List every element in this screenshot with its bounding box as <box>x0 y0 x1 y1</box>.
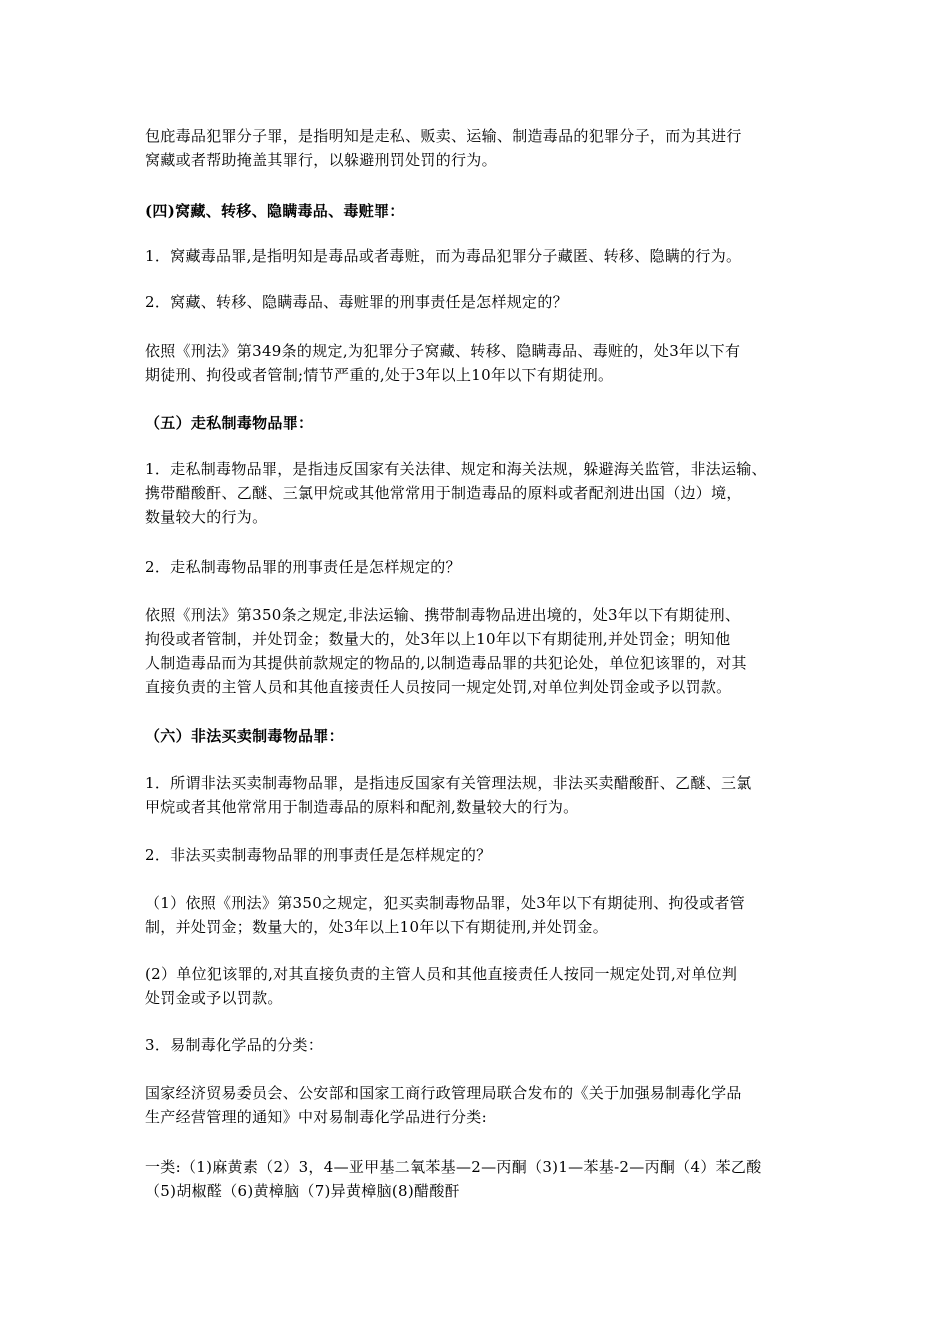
text-line: 1．所谓非法买卖制毒物品罪，是指违反国家有关管理法规，非法买卖醋酸酐、乙醚、三氯 <box>145 774 752 792</box>
text-line: 制，并处罚金；数量大的，处3年以上10年以下有期徒刑,并处罚金。 <box>145 918 609 936</box>
text-line: 生产经营管理的通知》中对易制毒化学品进行分类: <box>145 1108 487 1126</box>
paragraph-6-law-1 <box>145 891 825 939</box>
paragraph-6-1 <box>145 771 825 819</box>
text-line: 2．非法买卖制毒物品罪的刑事责任是怎样规定的？ <box>145 846 492 864</box>
text-line: (2）单位犯该罪的,对其直接负责的主管人员和其他直接责任人按同一规定处罚,对单位判 <box>145 965 738 983</box>
section-heading-5 <box>145 411 825 435</box>
text-line: 窝藏或者帮助掩盖其罪行，以躲避刑罚处罚的行为。 <box>145 151 497 169</box>
paragraph-5-2 <box>145 555 825 579</box>
text-line: 2．走私制毒物品罪的刑事责任是怎样规定的？ <box>145 558 461 576</box>
text-line: 3．易制毒化学品的分类： <box>145 1036 324 1054</box>
text-line: 期徒刑、拘役或者管制;情节严重的,处于3年以上10年以下有期徒刑。 <box>145 366 614 384</box>
paragraph-5-1 <box>145 457 825 529</box>
heading-text: （六）非法买卖制毒物品罪： <box>145 727 344 745</box>
text-line: （5)胡椒醛（6)黄樟脑（7)异黄樟脑(8)醋酸酐 <box>145 1182 460 1200</box>
paragraph-4-2 <box>145 290 825 314</box>
paragraph-6-2 <box>145 843 825 867</box>
text-line: 依照《刑法》第349条的规定,为犯罪分子窝藏、转移、隐瞒毒品、毒赃的，处3年以下有 <box>145 342 741 360</box>
paragraph-classification-intro <box>145 1081 825 1129</box>
text-line: 包庇毒品犯罪分子罪，是指明知是走私、贩卖、运输、制造毒品的犯罪分子，而为其进行 <box>145 127 742 145</box>
text-line: 国家经济贸易委员会、公安部和国家工商行政管理局联合发布的《关于加强易制毒化学品 <box>145 1084 742 1102</box>
paragraph-6-3 <box>145 1033 825 1057</box>
paragraph-5-law <box>145 603 825 699</box>
text-line: 拘役或者管制，并处罚金；数量大的，处3年以上10年以下有期徒刑,并处罚金；明知他 <box>145 630 731 648</box>
paragraph-class-one-list <box>145 1155 825 1203</box>
paragraph-6-law-2 <box>145 962 825 1010</box>
text-line: 甲烷或者其他常常用于制造毒品的原料和配剂,数量较大的行为。 <box>145 798 579 816</box>
text-line: （1）依照《刑法》第350之规定，犯买卖制毒物品罪，处3年以下有期徒刑、拘役或者管 <box>145 894 746 912</box>
paragraph-harboring-definition <box>145 124 825 172</box>
paragraph-4-law <box>145 339 825 387</box>
text-line: 依照《刑法》第350条之规定,非法运输、携带制毒物品进出境的，处3年以下有期徒刑、 <box>145 606 741 624</box>
text-line: 携带醋酸酐、乙醚、三氯甲烷或其他常常用于制造毒品的原料或者配剂进出国（边）境， <box>145 484 742 502</box>
text-line: 直接负责的主管人员和其他直接责任人员按同一规定处罚,对单位判处罚金或予以罚款。 <box>145 678 732 696</box>
text-line: 处罚金或予以罚款。 <box>145 989 283 1007</box>
section-heading-6 <box>145 724 825 748</box>
heading-text: (四)窝藏、转移、隐瞒毒品、毒赃罪： <box>145 202 405 220</box>
section-heading-4 <box>145 199 825 223</box>
text-line: 数量较大的行为。 <box>145 508 268 526</box>
heading-text: （五）走私制毒物品罪： <box>145 414 314 432</box>
text-line: 一类:（1)麻黄素（2）3，4—亚甲基二氧苯基—2—丙酮（3)1—苯基-2—丙酮（4）苯乙酸 <box>145 1158 762 1176</box>
text-line: 人制造毒品而为其提供前款规定的物品的,以制造毒品罪的共犯论处，单位犯该罪的，对其 <box>145 654 747 672</box>
text-line: 1．窝藏毒品罪,是指明知是毒品或者毒赃，而为毒品犯罪分子藏匿、转移、隐瞒的行为。 <box>145 247 742 265</box>
paragraph-4-1 <box>145 244 825 268</box>
text-line: 1．走私制毒物品罪，是指违反国家有关法律、规定和海关法规，躲避海关监管，非法运输、 <box>145 460 767 478</box>
text-line: 2．窝藏、转移、隐瞒毒品、毒赃罪的刑事责任是怎样规定的？ <box>145 293 568 311</box>
